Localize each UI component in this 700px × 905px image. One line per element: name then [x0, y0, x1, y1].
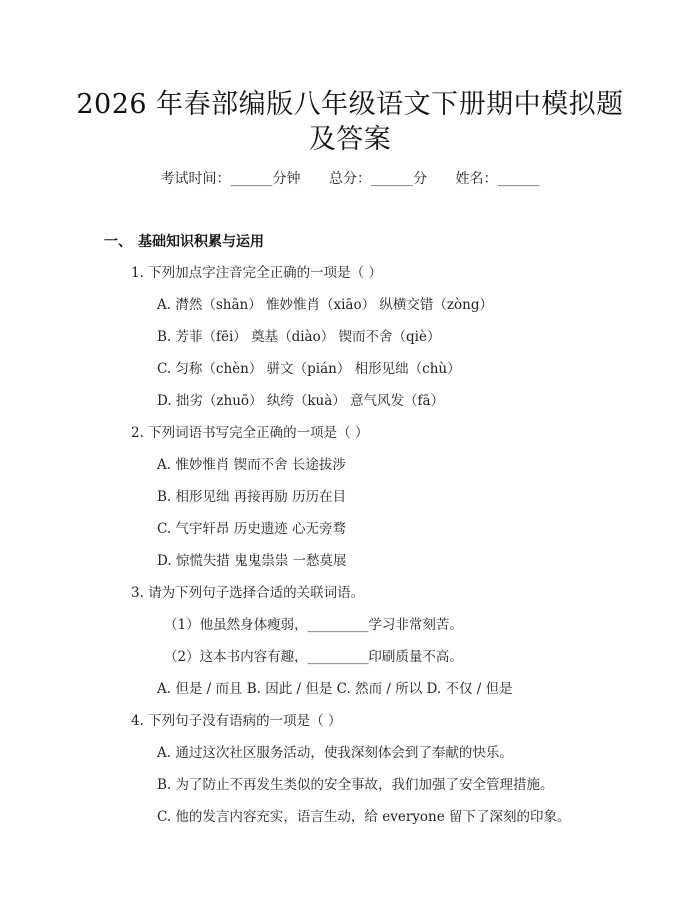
question-1-option-d: D. 拙劣（zhuō） 纨绔（kuà） 意气风发（fā） [157, 393, 445, 409]
student-name: 姓名：______ [455, 171, 540, 187]
question-4-option-a: A. 通过这次社区服务活动，使我深刻体会到了奉献的快乐。 [157, 745, 513, 761]
question-2-option-b: B. 相形见绌 再接再励 历历在目 [157, 489, 347, 505]
question-2-stem: 2. 下列词语书写完全正确的一项是（ ） [131, 425, 369, 441]
question-2-option-c: C. 气宇轩昂 历史遗迹 心无旁骛 [157, 521, 347, 537]
page-title-line-1: 2026 年春部编版八年级语文下册期中模拟题 [76, 89, 624, 120]
page-title-line-2: 及答案 [308, 124, 392, 155]
question-3-stem: 3. 请为下列句子选择合适的关联词语。 [131, 585, 365, 601]
section-title: 基础知识积累与运用 [138, 234, 264, 250]
question-1-stem: 1. 下列加点字注音完全正确的一项是（ ） [131, 265, 382, 281]
question-2-option-d: D. 惊慌失措 鬼鬼祟祟 一愁莫展 [157, 553, 347, 569]
question-3-options: A. 但是 / 而且 B. 因此 / 但是 C. 然而 / 所以 D. 不仅 / 但是 [157, 681, 513, 697]
total-score: 总分：______分 [329, 171, 427, 187]
question-3-sentence-1: （1）他虽然身体瘦弱，_________学习非常刻苦。 [164, 617, 463, 633]
question-4-option-c: C. 他的发言内容充实，语言生动，给 everyone 留下了深刻的印象。 [157, 809, 571, 825]
exam-meta [0, 168, 700, 188]
question-1-option-b: B. 芳菲（fēi） 奠基（diào） 锲而不舍（qiè） [157, 329, 441, 345]
question-2-option-a: A. 惟妙惟肖 锲而不舍 长途拔涉 [157, 457, 346, 473]
section-number: 一、 [104, 234, 132, 250]
question-4-stem: 4. 下列句子没有语病的一项是（ ） [131, 713, 342, 729]
question-4-option-b: B. 为了防止不再发生类似的安全事故，我们加强了安全管理措施。 [157, 777, 554, 793]
question-1-option-c: C. 匀称（chèn） 骈文（pián） 相形见绌（chù） [157, 361, 461, 377]
question-3-sentence-2: （2）这本书内容有趣，_________印刷质量不高。 [164, 649, 463, 665]
section-heading [104, 231, 264, 251]
question-1-option-a: A. 潸然（shān） 惟妙惟肖（xiāo） 纵横交错（zòng） [157, 297, 493, 313]
exam-time: 考试时间：______分钟 [160, 171, 301, 187]
